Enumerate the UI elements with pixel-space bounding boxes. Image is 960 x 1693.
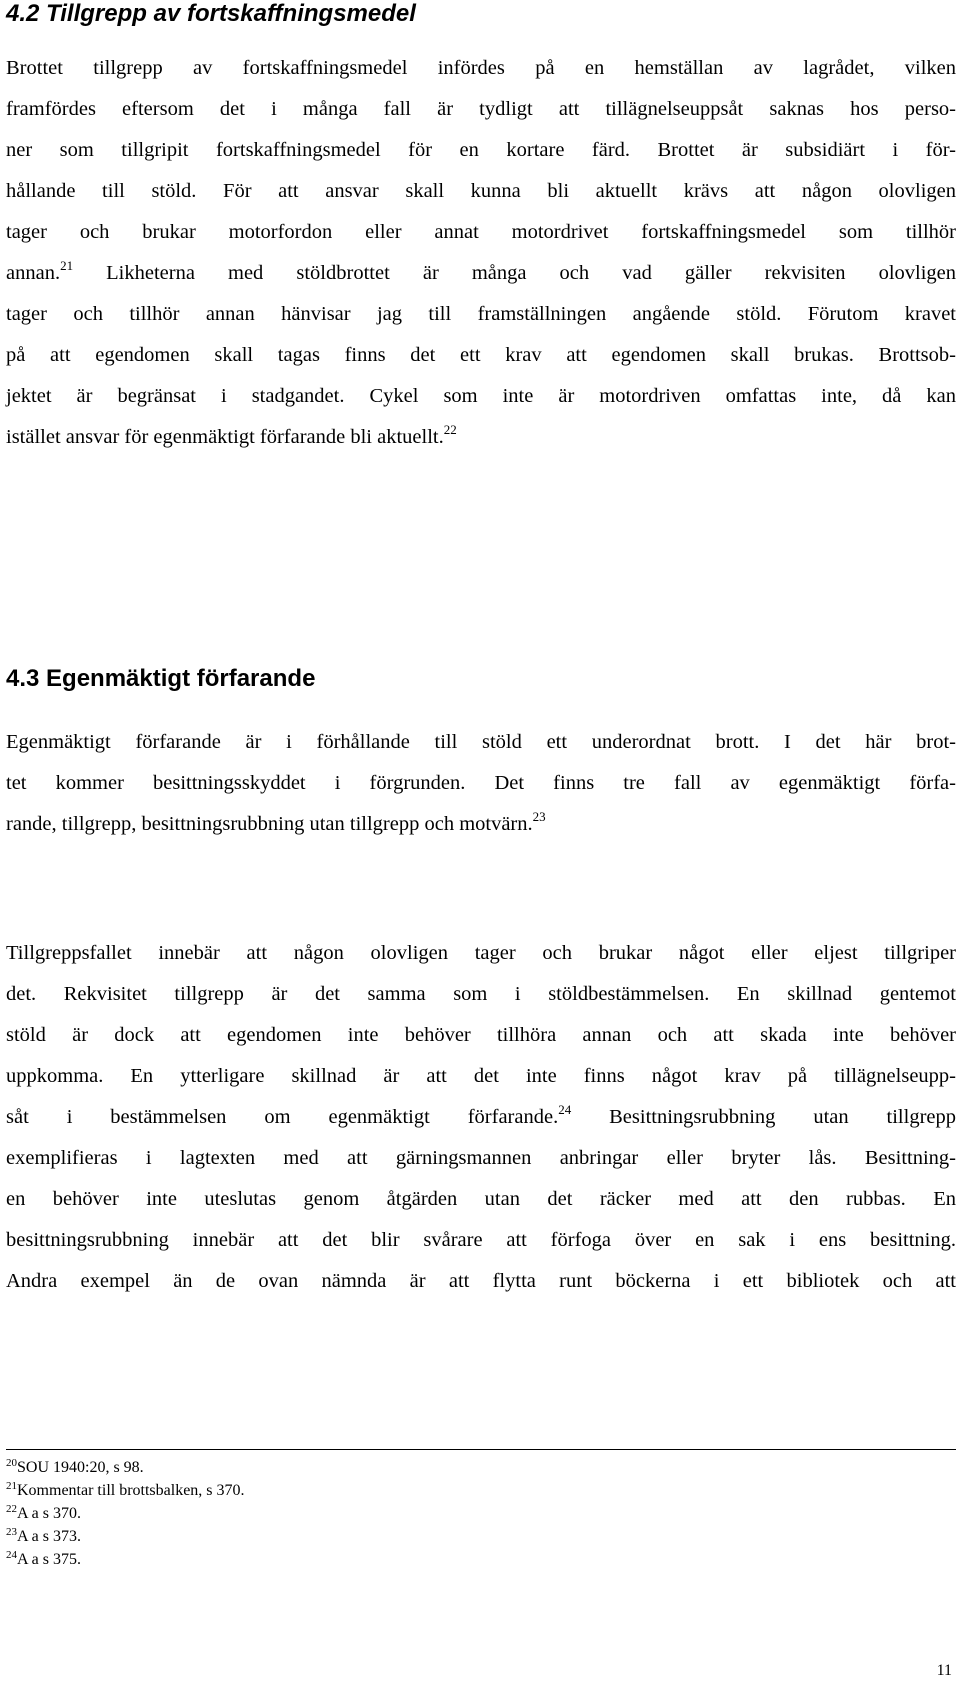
footnote-number: 21: [6, 1480, 17, 1492]
page-number: 11: [936, 1662, 952, 1679]
text-line: Brottet tillgrepp av fortskaffningsmedel infördes på en hemställan av lagrådet, vilken: [6, 57, 956, 79]
footnote-reference[interactable]: 21: [60, 258, 74, 273]
footnote-list: [6, 1456, 245, 1571]
footnote-number: 24: [6, 1549, 17, 1561]
text-line: uppkomma. En ytterligare skillnad är att det inte finns något krav på tillägnelseupp-: [6, 1065, 956, 1087]
section-heading-4-3: 4.3 Egenmäktigt förfarande: [6, 665, 316, 692]
text-line: jektet är begränsat i stadgandet. Cykel som inte är motordriven omfattas inte, då kan: [6, 385, 956, 407]
footnote-item: [6, 1548, 245, 1571]
text-fragment: istället ansvar för egenmäktigt förfarande bli aktuellt.: [6, 426, 444, 448]
footnote-item: [6, 1502, 245, 1525]
text-line: [6, 1097, 956, 1138]
text-line: Tillgreppsfallet innebär att någon olovligen tager och brukar något eller eljest tillgriper: [6, 942, 956, 964]
text-fragment: annan.: [6, 262, 61, 284]
footnote-reference[interactable]: 23: [532, 809, 546, 824]
footnote-text: Kommentar till brottsbalken, s 370.: [17, 1482, 245, 1499]
text-line: framfördes eftersom det i många fall är tydligt att tillägnelseuppsåt saknas hos perso-: [6, 98, 956, 120]
text-line: på att egendomen skall tagas finns det ett krav att egendomen skall brukas. Brottsob-: [6, 344, 956, 366]
text-line: Andra exempel än de ovan nämnda är att flytta runt böckerna i ett bibliotek och att: [6, 1270, 956, 1292]
text-line: tager och brukar motorfordon eller annat motordrivet fortskaffningsmedel som tillhör: [6, 221, 956, 243]
footnote-number: 22: [6, 1503, 17, 1515]
section-heading-4-2: 4.2 Tillgrepp av fortskaffningsmedel: [6, 0, 416, 27]
footnote-reference[interactable]: 24: [558, 1102, 572, 1117]
footnote-item: [6, 1525, 245, 1548]
section-4-3-paragraph-1: [6, 722, 956, 845]
text-line: det. Rekvisitet tillgrepp är det samma som i stöldbestämmelsen. En skillnad gentemot: [6, 983, 956, 1005]
footnote-text: A a s 370.: [17, 1505, 81, 1522]
text-line: tager och tillhör annan hänvisar jag till framställningen angående stöld. Förutom kravet: [6, 303, 956, 325]
footnote-item: [6, 1479, 245, 1502]
text-line: [6, 253, 956, 294]
text-line: besittningsrubbning innebär att det blir svårare att förfoga över en sak i ens besittning.: [6, 1229, 956, 1251]
text-fragment: Besittningsrubbning utan tillgrepp: [609, 1106, 956, 1128]
text-line: ner som tillgripit fortskaffningsmedel för en kortare färd. Brottet är subsidiärt i för-: [6, 139, 956, 161]
footnote-item: [6, 1456, 245, 1479]
text-line: en behöver inte uteslutas genom åtgärden utan det räcker med att den rubbas. En: [6, 1188, 956, 1210]
text-fragment: såt i bestämmelsen om egenmäktigt förfarande.: [6, 1106, 559, 1128]
text-fragment: rande, tillgrepp, besittningsrubbning utan tillgrepp och motvärn.: [6, 813, 533, 835]
text-line: Egenmäktigt förfarande är i förhållande till stöld ett underordnat brott. I det här brot-: [6, 731, 956, 753]
footnote-divider: [6, 1449, 956, 1450]
text-line: hållande till stöld. För att ansvar skall kunna bli aktuellt krävs att någon olovligen: [6, 180, 956, 202]
text-line: stöld är dock att egendomen inte behöver tillhöra annan och att skada inte behöver: [6, 1024, 956, 1046]
footnote-text: A a s 373.: [17, 1528, 81, 1545]
footnote-number: 20: [6, 1457, 17, 1469]
text-line: [6, 417, 956, 458]
text-line: exemplifieras i lagtexten med att gärningsmannen anbringar eller bryter lås. Besittning-: [6, 1147, 956, 1169]
footnote-text: SOU 1940:20, s 98.: [17, 1459, 144, 1476]
section-4-3-paragraph-2: [6, 933, 956, 1302]
footnote-number: 23: [6, 1526, 17, 1538]
text-line: [6, 804, 956, 845]
section-4-2-paragraph: [6, 48, 956, 458]
text-line: tet kommer besittningsskyddet i förgrunden. Det finns tre fall av egenmäktigt förfa-: [6, 772, 956, 794]
footnote-text: A a s 375.: [17, 1551, 81, 1568]
text-fragment: Likheterna med stöldbrottet är många och vad gäller rekvisiten olovligen: [106, 262, 956, 284]
footnote-reference[interactable]: 22: [443, 422, 457, 437]
